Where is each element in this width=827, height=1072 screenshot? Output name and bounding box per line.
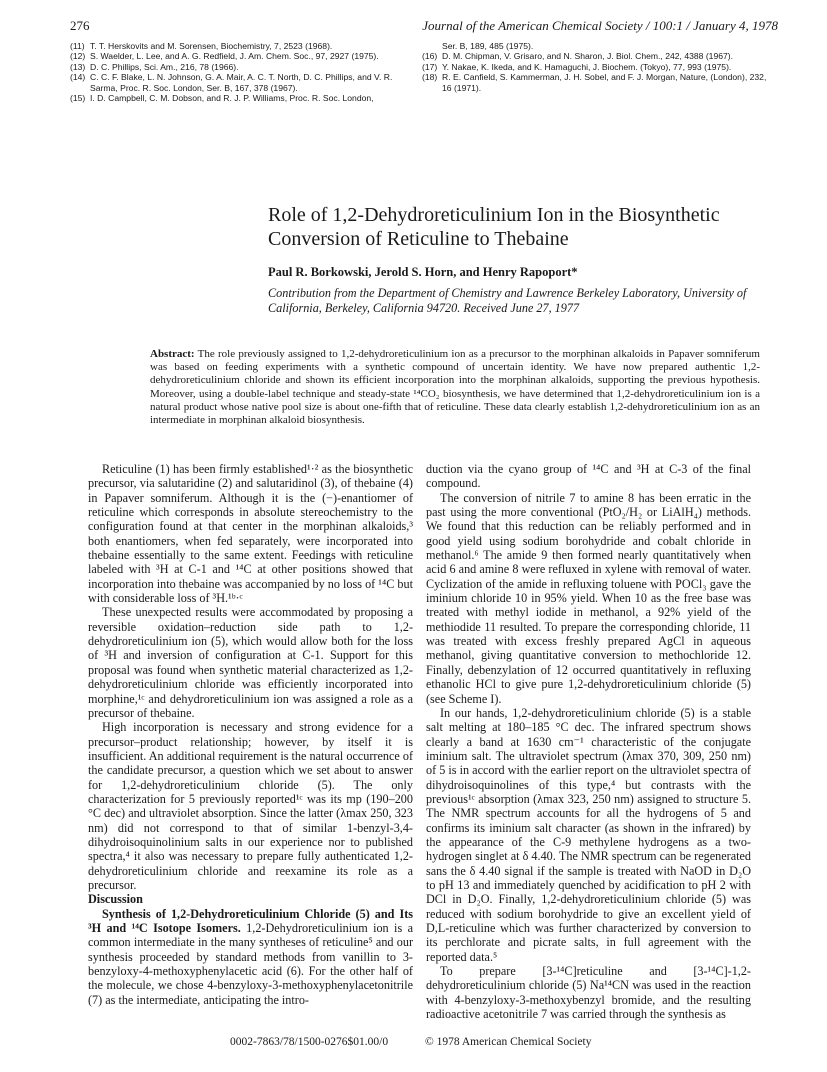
body-paragraph: duction via the cyano group of ¹⁴C and ³H at C-3 of the final compound. [426, 462, 751, 491]
body-left-column [88, 462, 413, 1007]
reference-item [422, 41, 778, 51]
reference-number: (18) [422, 72, 438, 83]
references-right-column [422, 41, 778, 93]
reference-item [70, 51, 410, 61]
body-paragraph: The conversion of nitrile 7 to amine 8 has been erratic in the past using the more conventional (PtO₂/H₂ or LiAlH₄) methods. We found that this reduction can be reliably performed and in good yield using sodium borohydride and cobalt chloride in methanol.⁶ The amide 9 then formed nearly quantitatively when acid 6 and amine 8 were refluxed in xylene with removal of water. Cyclization of the amide in refluxing toluene with POCl₃ gave the iminium chloride 10 in 95% yield. When 10 as the free base was treated with methyl iodide in methanol, a 92% yield of the methiodide 11 resulted. To prepare the corresponding chloride, 11 was treated with excess freshly prepared AgCl in aqueous methanol, giving quantitative conversion to methochloride 12. Finally, debenzylation of 12 occurred quantitatively in refluxing ethanolic HCl to give pure 1,2-dehydroreticulinium chloride (5) (see Scheme I). [426, 490, 751, 706]
reference-number: (12) [70, 51, 86, 62]
page-number: 276 [70, 18, 90, 33]
reference-item [70, 41, 410, 51]
article-title: Role of 1,2-Dehydroreticulinium Ion in the Biosynthetic Conversion of Reticuline to Thebaine [268, 204, 720, 250]
body-paragraph: Reticuline (1) has been firmly established¹·² as the biosynthetic precursor, via salutaridine (2) and salutaridinol (3), of thebaine (4) in Papaver somniferum. Although it is the (−)-enantiomer of reticuline which corresponds in absolute stereochemistry to the configuration found at that center in the morphinan alkaloids,³ both enantiomers, when fed separately, were incorporated into thebaine essentially to the same extent. Feedings with reticuline labeled with ³H at C-1 and ¹⁴C at other positions showed that incorporation into thebaine was accompanied by no loss of ¹⁴C but with considerable loss of ³H.¹ᵇ·ᶜ [88, 462, 413, 606]
references-left-column [70, 41, 410, 103]
body-paragraph: To prepare [3-¹⁴C]reticuline and [3-¹⁴C]-1,2-dehydroreticulinium chloride (5) Na¹⁴CN was used in the reaction with 4-benzyloxy-3-methoxybenzyl bromide, and the resulting radioactive acetonitrile 7 was carried through the synthesis as [426, 964, 751, 1022]
reference-text: Ser. B, 189, 485 (1975). [442, 41, 534, 51]
body-paragraph: High incorporation is necessary and strong evidence for a precursor–product relationship; however, by itself it is insufficient. An additional requirement is the natural occurrence of the candidate precursor, a question which we set about to answer for 1,2-dehydroreticulinium chloride (5). The only characterization for 5 previously reported¹ᶜ was its mp (190–200 °C dec) and ultraviolet absorption. Since the latter (λmax 250, 323 nm) did not correspond to that of similar 1-benzyl-3,4-dihydroisoquinolinium salts in our experience nor to published spectra,⁴ it also was necessary to prepare fully authenticated 1,2-dehydroreticulinium chloride and reexamine its role as a precursor. [88, 720, 413, 892]
body-paragraph: These unexpected results were accommodated by proposing a reversible oxidation–reduction side path to 1,2-dehydroreticulinium ion (5), which would allow both for the loss of ³H and inversion of configuration at C-1. Support for this proposal was found when synthetic material characterized as 1,2-dehydroreticulinium chloride was efficiently incorporated into morphine,¹ᶜ and dehydroreticulinium ion was assigned a role as a precursor of thebaine. [88, 605, 413, 720]
reference-item [422, 62, 778, 72]
reference-number: (17) [422, 61, 438, 72]
page-header [70, 18, 778, 36]
paragraph-lead: Synthesis of 1,2-Dehydroreticulinium Chloride (5) and Its ³H and ¹⁴C Isotope Isomers. [88, 906, 413, 935]
reference-text: D. C. Phillips, Sci. Am., 216, 78 (1966). [90, 61, 239, 72]
footer-copyright: © 1978 American Chemical Society [425, 1036, 592, 1048]
reference-item [70, 93, 410, 103]
abstract-text: The role previously assigned to 1,2-dehydroreticulinium ion as a precursor to the morphinan alkaloids in Papaver somniferum was based on feeding experiments with a synthetic compound of uncertain identity. We have now prepared authentic 1,2-dehydroreticulinium chloride and shown its efficient incorporation into the morphinan alkaloids, supporting the previous hypothesis. Moreover, using a double-label technique and steady-state ¹⁴CO₂ biosynthesis, we have determined that 1,2-dehydroreticulinium ion is a natural product whose native pool size is about one-fifth that of reticuline. These data clearly establish 1,2-dehydroreticulinium ion as an intermediate in morphinan alkaloid biosynthesis. [150, 348, 760, 427]
reference-number: (15) [70, 93, 86, 104]
reference-text: C. C. F. Blake, L. N. Johnson, G. A. Mair, A. C. T. North, D. C. Phillips, and V. R. Sarma, Proc. R. Soc. London, Ser. B, 167, 378 (1967). [90, 72, 393, 93]
reference-text: T. T. Herskovits and M. Sorensen, Biochemistry, 7, 2523 (1968). [90, 41, 333, 51]
abstract [150, 348, 760, 427]
reference-number: (16) [422, 51, 438, 62]
body-paragraph: In our hands, 1,2-dehydroreticulinium chloride (5) is a stable salt melting at 180–185 °C dec. The infrared spectrum shows clearly a band at 1630 cm⁻¹ characteristic of the conjugate iminium salt. The ultraviolet spectrum (λmax 370, 309, 250 nm) of 5 is in accord with the earlier report on the ultraviolet spectra of dihydroisoquinolines of this type,⁴ but contrasts with the previous¹ᶜ absorption (λmax 323, 250 nm) assigned to structure 5. The NMR spectrum accounts for all the hydrogens of 5 and confirms its iminium salt character (as shown in the infrared) by the appearance of the C-9 methylene hydrogens as a two-hydrogen singlet at δ 4.40. The NMR spectrum can be regenerated sans the δ 4.40 signal if the sample is treated with NaOD in D₂O to pH 13 and immediately quenched by acidification to pH 2 with DCl in D₂O. Finally, 1,2-dehydroreticulinium chloride (5) was reduced with sodium borohydride to give an excellent yield of D,L-reticuline which was further characterized by conversion to its perchlorate and picrate salts, in full agreement with the reported data.⁵ [426, 705, 751, 964]
paragraph-text: 1,2-Dehydroreticulinium ion is a common intermediate in the many syntheses of reticuline⁵ and our synthesis proceeded by standard methods from vanillin to 3-benzyloxy-4-methoxyphenylacetic acid (6). For the other half of the molecule, we chose 4-benzyloxy-3-methoxyphenylacetonitrile (7) as the intermediate, anticipating the intro- [88, 921, 413, 1007]
reference-number: (13) [70, 61, 86, 72]
reference-item [422, 72, 778, 93]
body-paragraph [88, 907, 413, 1007]
body-right-column [426, 462, 751, 1021]
reference-item [70, 62, 410, 72]
abstract-label: Abstract: [150, 348, 195, 360]
footer-code: 0002-7863/78/1500-0276$01.00/0 [230, 1036, 389, 1048]
reference-item [422, 51, 778, 61]
reference-text: Y. Nakae, K. Ikeda, and K. Hamaguchi, J. Biochem. (Tokyo), 77, 993 (1975). [442, 61, 732, 72]
reference-number: (14) [70, 72, 86, 83]
reference-text: R. E. Canfield, S. Kammerman, J. H. Sobel, and F. J. Morgan, Nature, (London), 232, 16 (1971). [442, 72, 767, 93]
section-heading: Discussion [88, 892, 143, 907]
running-head: Journal of the American Chemical Society / 100:1 / January 4, 1978 [422, 18, 778, 33]
article-affiliation: Contribution from the Department of Chemistry and Lawrence Berkeley Laboratory, University of California, Berkeley, California 94720. Received June 27, 1977 [268, 286, 747, 315]
article-authors: Paul R. Borkowski, Jerold S. Horn, and Henry Rapoport* [268, 265, 578, 279]
reference-text: D. M. Chipman, V. Grisaro, and N. Sharon, J. Biol. Chem., 242, 4388 (1967). [442, 51, 734, 62]
page-footer [0, 1036, 827, 1052]
reference-item [70, 72, 410, 93]
reference-text: I. D. Campbell, C. M. Dobson, and R. J. P. Williams, Proc. R. Soc. London, [90, 93, 374, 104]
reference-text: S. Waelder, L. Lee, and A. G. Redfield, J. Am. Chem. Soc., 97, 2927 (1975). [90, 51, 379, 62]
reference-number: (11) [70, 41, 85, 51]
